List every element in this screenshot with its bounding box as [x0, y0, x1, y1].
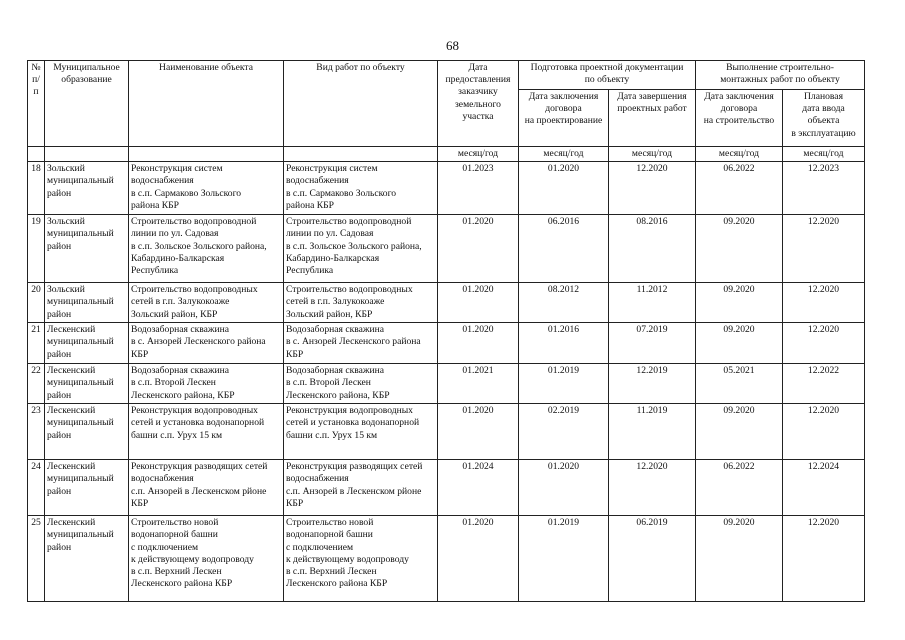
- table-row: [28, 460, 865, 516]
- object-name-cell: Реконструкция разводящих сетей водоснабжения с.п. Анзорей в Лескенском рйоне КБР: [129, 460, 284, 516]
- design-end-cell: 12.2019: [609, 364, 696, 404]
- commission-date-cell: 12.2020: [783, 215, 865, 283]
- land-date-cell: 01.2020: [438, 283, 519, 323]
- header-work-type: Вид работ по объекту: [284, 61, 438, 147]
- design-end-cell: 08.2016: [609, 215, 696, 283]
- header-design-group: Подготовка проектной документации по объекту: [519, 61, 696, 90]
- table-row: [28, 323, 865, 364]
- design-contract-cell: 01.2019: [519, 516, 609, 602]
- unit-cell: месяц/год: [783, 147, 865, 162]
- land-date-cell: 01.2024: [438, 460, 519, 516]
- design-contract-cell: 01.2020: [519, 162, 609, 215]
- object-name-cell: Реконструкция систем водоснабжения в с.п. Сармаково Зольского района КБР: [129, 162, 284, 215]
- design-end-cell: 12.2020: [609, 460, 696, 516]
- land-date-cell: 01.2021: [438, 364, 519, 404]
- design-end-cell: 07.2019: [609, 323, 696, 364]
- header-municipality: Муниципальное образование: [45, 61, 129, 147]
- row-number: 18: [28, 162, 45, 215]
- municipality-cell: Лескенский муниципальный район: [45, 364, 129, 404]
- construction-contract-cell: 09.2020: [696, 323, 783, 364]
- object-name-cell: Строительство новой водонапорной башни с подключением к действующему водопроводу в с.п. Верхний Лескен Лескенского района КБР: [129, 516, 284, 602]
- unit-cell: месяц/год: [438, 147, 519, 162]
- commission-date-cell: 12.2022: [783, 364, 865, 404]
- table-row: [28, 162, 865, 215]
- schedule-table: [27, 60, 865, 602]
- design-end-cell: 11.2019: [609, 404, 696, 460]
- construction-contract-cell: 09.2020: [696, 404, 783, 460]
- construction-contract-cell: 09.2020: [696, 516, 783, 602]
- commission-date-cell: 12.2020: [783, 323, 865, 364]
- work-type-cell: Водозаборная скважина в с.п. Второй Лескен Лескенского района, КБР: [284, 364, 438, 404]
- land-date-cell: 01.2020: [438, 215, 519, 283]
- municipality-cell: Лескенский муниципальный район: [45, 460, 129, 516]
- unit-cell: месяц/год: [696, 147, 783, 162]
- row-number: 25: [28, 516, 45, 602]
- commission-date-cell: 12.2023: [783, 162, 865, 215]
- land-date-cell: 01.2020: [438, 404, 519, 460]
- design-contract-cell: 01.2016: [519, 323, 609, 364]
- design-contract-cell: 02.2019: [519, 404, 609, 460]
- row-number: 19: [28, 215, 45, 283]
- design-contract-cell: 06.2016: [519, 215, 609, 283]
- object-name-cell: Строительство водопроводных сетей в г.п. Залукокоаже Зольский район, КБР: [129, 283, 284, 323]
- table-row: [28, 516, 865, 602]
- table-row: [28, 283, 865, 323]
- header-object-name: Наименование объекта: [129, 61, 284, 147]
- row-number: 22: [28, 364, 45, 404]
- work-type-cell: Водозаборная скважина в с. Анзорей Лескенского района КБР: [284, 323, 438, 364]
- work-type-cell: Строительство водопроводной линии по ул. Садовая в с.п. Зольское Зольского района, Кабардино-Балкарская Республика: [284, 215, 438, 283]
- construction-contract-cell: 06.2022: [696, 162, 783, 215]
- object-name-cell: Водозаборная скважина в с. Анзорей Лескенского района КБР: [129, 323, 284, 364]
- design-end-cell: 11.2012: [609, 283, 696, 323]
- object-name-cell: Строительство водопроводной линии по ул. Садовая в с.п. Зольское Зольского района, Кабардино-Балкарская Республика: [129, 215, 284, 283]
- header-construction-group: Выполнение строительно- монтажных работ по объекту: [696, 61, 865, 90]
- design-contract-cell: 01.2019: [519, 364, 609, 404]
- municipality-cell: Лескенский муниципальный район: [45, 323, 129, 364]
- municipality-cell: Лескенский муниципальный район: [45, 404, 129, 460]
- units-row: [28, 147, 865, 162]
- commission-date-cell: 12.2020: [783, 404, 865, 460]
- design-end-cell: 06.2019: [609, 516, 696, 602]
- table-row: [28, 364, 865, 404]
- design-contract-cell: 08.2012: [519, 283, 609, 323]
- work-type-cell: Строительство водопроводных сетей в г.п. Залукокоаже Зольский район, КБР: [284, 283, 438, 323]
- table-row: [28, 215, 865, 283]
- municipality-cell: Зольский муниципальный район: [45, 215, 129, 283]
- municipality-cell: Зольский муниципальный район: [45, 283, 129, 323]
- commission-date-cell: 12.2020: [783, 516, 865, 602]
- municipality-cell: Лескенский муниципальный район: [45, 516, 129, 602]
- row-number: 20: [28, 283, 45, 323]
- header-construction-contract: Дата заключения договора на строительство: [696, 90, 783, 147]
- header-num: № п/п: [28, 61, 45, 147]
- header-design-contract: Дата заключения договора на проектирование: [519, 90, 609, 147]
- row-number: 24: [28, 460, 45, 516]
- commission-date-cell: 12.2020: [783, 283, 865, 323]
- row-number: 23: [28, 404, 45, 460]
- object-name-cell: Реконструкция водопроводных сетей и установка водонапорной башни с.п. Урух 15 км: [129, 404, 284, 460]
- work-type-cell: Реконструкция водопроводных сетей и установка водонапорной башни с.п. Урух 15 км: [284, 404, 438, 460]
- header-commission-date: Плановая дата ввода объекта в эксплуатацию: [783, 90, 865, 147]
- work-type-cell: Реконструкция разводящих сетей водоснабжения с.п. Анзорей в Лескенском рйоне КБР: [284, 460, 438, 516]
- construction-contract-cell: 06.2022: [696, 460, 783, 516]
- design-end-cell: 12.2020: [609, 162, 696, 215]
- land-date-cell: 01.2020: [438, 323, 519, 364]
- work-type-cell: Реконструкция систем водоснабжения в с.п. Сармаково Зольского района КБР: [284, 162, 438, 215]
- commission-date-cell: 12.2024: [783, 460, 865, 516]
- table-row: [28, 404, 865, 460]
- design-contract-cell: 01.2020: [519, 460, 609, 516]
- land-date-cell: 01.2020: [438, 516, 519, 602]
- municipality-cell: Зольский муниципальный район: [45, 162, 129, 215]
- unit-cell: месяц/год: [519, 147, 609, 162]
- construction-contract-cell: 05.2021: [696, 364, 783, 404]
- work-type-cell: Строительство новой водонапорной башни с подключением к действующему водопроводу в с.п. Верхний Лескен Лескенского района КБР: [284, 516, 438, 602]
- header-design-end: Дата завершения проектных работ: [609, 90, 696, 147]
- land-date-cell: 01.2023: [438, 162, 519, 215]
- object-name-cell: Водозаборная скважина в с.п. Второй Лескен Лескенского района, КБР: [129, 364, 284, 404]
- construction-contract-cell: 09.2020: [696, 283, 783, 323]
- row-number: 21: [28, 323, 45, 364]
- construction-contract-cell: 09.2020: [696, 215, 783, 283]
- page-number: 68: [446, 38, 459, 53]
- unit-cell: месяц/год: [609, 147, 696, 162]
- header-land-date: Дата предоставления заказчику земельного участка: [438, 61, 519, 147]
